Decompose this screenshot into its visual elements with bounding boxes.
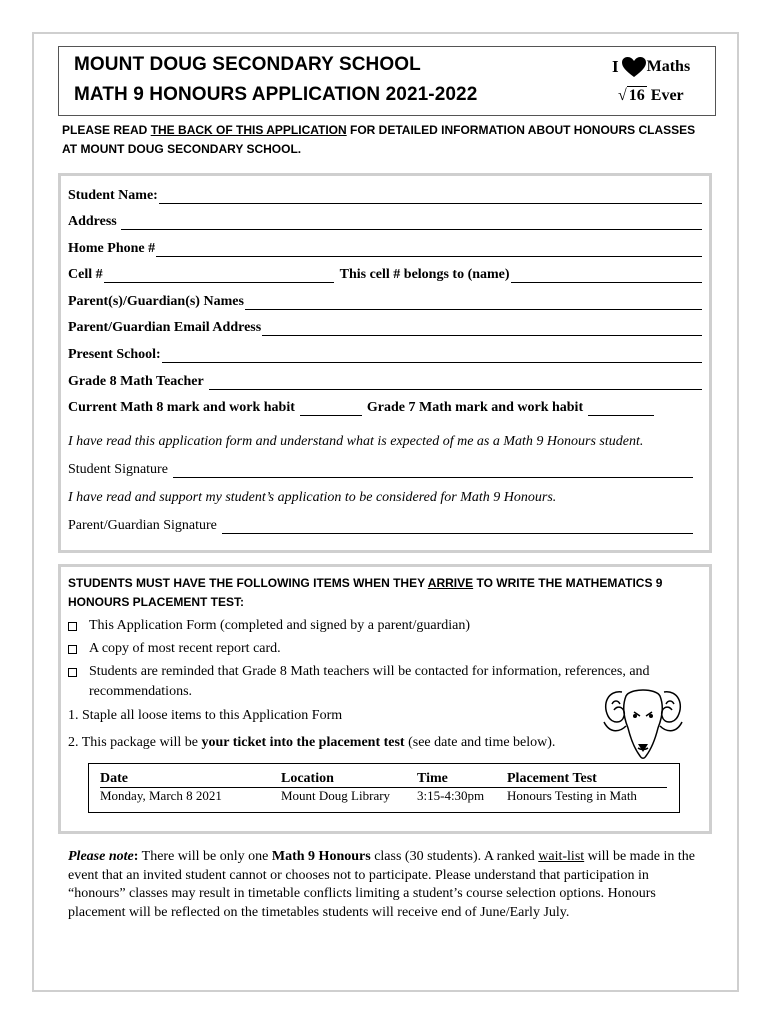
grade7-mark-blank[interactable] bbox=[588, 404, 654, 416]
schedule-header-location: Location bbox=[281, 771, 334, 786]
checkbox-icon[interactable] bbox=[68, 645, 77, 654]
schedule-header-test: Placement Test bbox=[507, 771, 597, 786]
schedule-header-time: Time bbox=[417, 771, 448, 786]
parents-label: Parent(s)/Guardian(s) Names bbox=[68, 294, 244, 309]
parents-field[interactable] bbox=[68, 294, 702, 310]
student-signature-blank[interactable] bbox=[173, 466, 693, 478]
schedule-time: 3:15-4:30pm bbox=[417, 788, 485, 803]
back-of-application-ref: THE BACK OF THIS APPLICATION bbox=[150, 123, 347, 137]
school-name: MOUNT DOUG SECONDARY SCHOOL bbox=[74, 54, 421, 75]
ram-mascot-icon bbox=[600, 682, 686, 764]
items-heading-text: STUDENTS MUST HAVE THE FOLLOWING ITEMS WHEN THEY bbox=[68, 576, 428, 590]
note-text: There will be only one bbox=[138, 849, 272, 864]
present-school-field[interactable] bbox=[68, 347, 702, 363]
cell-owner-blank[interactable] bbox=[511, 271, 702, 283]
schedule-date: Monday, March 8 2021 bbox=[100, 788, 222, 803]
marks-field[interactable] bbox=[68, 400, 702, 416]
checkbox-icon[interactable] bbox=[68, 622, 77, 631]
student-statement: I have read this application form and understand what is expected of me as a Math 9 Honours student. bbox=[68, 434, 644, 449]
step-2-emphasis: your ticket into the placement test bbox=[201, 735, 405, 750]
current-mark-label: Current Math 8 mark and work habit bbox=[68, 400, 295, 415]
logo-i: I bbox=[612, 57, 619, 76]
parent-email-blank[interactable] bbox=[262, 324, 702, 336]
checklist-item bbox=[68, 639, 708, 659]
placement-test-schedule bbox=[88, 763, 680, 813]
step-2 bbox=[68, 735, 555, 751]
parent-signature-field[interactable] bbox=[68, 518, 693, 534]
checkbox-icon[interactable] bbox=[68, 668, 77, 677]
please-note bbox=[68, 848, 704, 922]
parent-email-label: Parent/Guardian Email Address bbox=[68, 320, 262, 335]
grade7-mark-label: Grade 7 Math mark and work habit bbox=[366, 400, 584, 415]
checklist-item bbox=[68, 616, 708, 636]
schedule-test: Honours Testing in Math bbox=[507, 788, 637, 803]
cell-field[interactable] bbox=[68, 267, 702, 283]
schedule-location: Mount Doug Library bbox=[281, 788, 391, 803]
sqrt-icon: √ bbox=[618, 87, 627, 104]
home-phone-blank[interactable] bbox=[156, 245, 702, 257]
arrive-emphasis: ARRIVE bbox=[427, 576, 474, 590]
note-text-3: will be made in the event that an invited student cannot or chooses not to participate. Please understand that participation in “honours” classes may result in timetable conflicts limiting a student’s course selection options. Honours placement will be reflected on the timetables students will receive end of June/Early July. bbox=[68, 849, 695, 920]
grade8-teacher-label: Grade 8 Math Teacher bbox=[68, 374, 204, 389]
present-school-blank[interactable] bbox=[162, 351, 702, 363]
step-1: 1. Staple all loose items to this Application Form bbox=[68, 708, 343, 723]
grade8-teacher-field[interactable] bbox=[68, 374, 702, 390]
address-label: Address bbox=[68, 214, 117, 229]
parent-signature-label: Parent/Guardian Signature bbox=[68, 518, 217, 533]
student-name-field[interactable] bbox=[68, 188, 702, 204]
step-2-text: 2. This package will be bbox=[68, 735, 202, 750]
address-blank[interactable] bbox=[121, 218, 702, 230]
home-phone-field[interactable] bbox=[68, 241, 702, 257]
cell-owner-label: This cell # belongs to (name) bbox=[339, 267, 510, 282]
present-school-label: Present School: bbox=[68, 347, 161, 362]
parent-email-field[interactable] bbox=[68, 320, 702, 336]
parents-blank[interactable] bbox=[245, 298, 702, 310]
step-2-text-cont: (see date and time below). bbox=[404, 735, 556, 750]
current-mark-blank[interactable] bbox=[300, 404, 362, 416]
cell-blank[interactable] bbox=[104, 271, 334, 283]
note-label: Please note bbox=[68, 849, 134, 864]
checklist-item-text: A copy of most recent report card. bbox=[89, 641, 281, 656]
note-class-name: Math 9 Honours bbox=[271, 849, 371, 864]
intro-text-cont: FOR DETAILED INFORMATION ABOUT HONOURS CLASSES AT MOUNT DOUG SECONDARY SCHOOL. bbox=[62, 123, 696, 156]
intro-text: PLEASE READ bbox=[62, 123, 151, 137]
parent-statement: I have read and support my student’s application to be considered for Math 9 Honours. bbox=[68, 490, 557, 505]
heart-icon bbox=[621, 56, 647, 78]
logo-maths: Maths bbox=[646, 58, 691, 75]
application-title: MATH 9 HONOURS APPLICATION 2021-2022 bbox=[74, 84, 478, 105]
student-name-label: Student Name: bbox=[68, 188, 158, 203]
student-signature-label: Student Signature bbox=[68, 462, 168, 477]
i-love-maths-logo bbox=[612, 56, 712, 112]
home-phone-label: Home Phone # bbox=[68, 241, 156, 256]
note-waitlist: wait-list bbox=[538, 849, 585, 864]
logo-sqrt-value: 16 bbox=[628, 87, 645, 104]
items-heading-text-cont: TO WRITE THE MATHEMATICS 9 HONOURS PLACEMENT TEST: bbox=[68, 576, 663, 609]
intro-instructions bbox=[62, 121, 702, 159]
logo-ever: Ever bbox=[650, 87, 684, 104]
checklist-item-text: This Application Form (completed and signed by a parent/guardian) bbox=[89, 618, 471, 633]
note-text-2: class (30 students). A ranked bbox=[370, 849, 539, 864]
items-heading bbox=[68, 574, 708, 612]
checklist-item-text: Students are reminded that Grade 8 Math teachers will be contacted for information, references, and recommendations. bbox=[89, 664, 650, 699]
note-colon: : bbox=[133, 849, 139, 864]
address-field[interactable] bbox=[68, 214, 702, 230]
grade8-teacher-blank[interactable] bbox=[209, 378, 702, 390]
schedule-header-date: Date bbox=[100, 771, 128, 786]
cell-label: Cell # bbox=[68, 267, 103, 282]
student-name-blank[interactable] bbox=[159, 192, 702, 204]
student-signature-field[interactable] bbox=[68, 462, 693, 478]
parent-signature-blank[interactable] bbox=[222, 522, 693, 534]
